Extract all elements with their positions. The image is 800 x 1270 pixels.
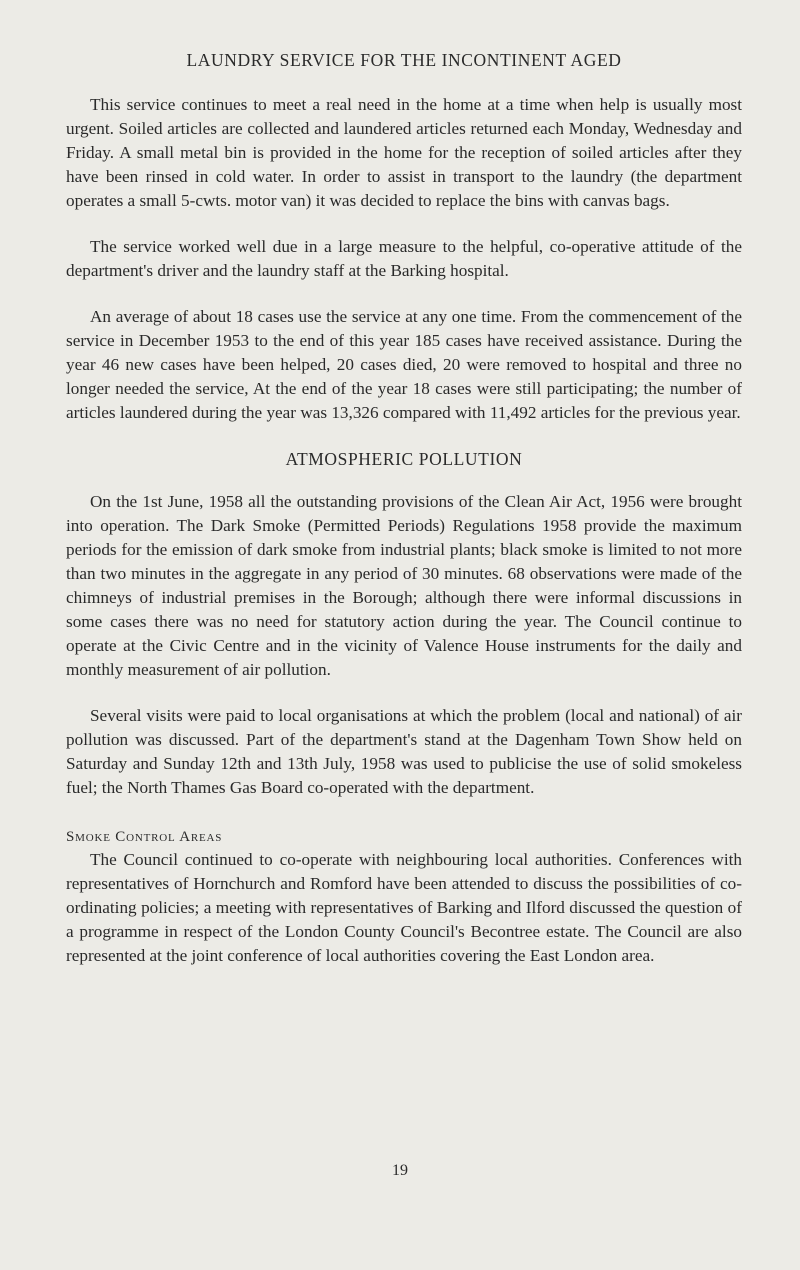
section-heading-pollution: ATMOSPHERIC POLLUTION xyxy=(285,449,523,469)
section-heading-laundry: LAUNDRY SERVICE FOR THE INCONTINENT AGED xyxy=(186,50,622,70)
paragraph-laundry-1: This service continues to meet a real need in the home at a time when help is usually most urgent. Soiled articles are collected and laundered articles returned each Monday, Wednesday and Friday. A small metal bin is provided in the home for the reception of soiled articles after they have been rinsed in cold water. In order to assist in transport to the laundry (the department operates a small 5-cwts. motor van) it was decided to replace the bins with canvas bags. xyxy=(66,95,742,210)
paragraph-pollution-2: Several visits were paid to local organisations at which the problem (local and national) of air pollution was discussed. Part of the department's stand at the Dagenham Town Show held on Saturday and Sunday 12th and 13th July, 1958 was used to publicise the use of solid smokeless fuel; the North Thames Gas Board co-operated with the department. xyxy=(66,706,742,797)
paragraph-laundry-2: The service worked well due in a large measure to the helpful, co-operative attitude of the department's driver and the laundry staff at the Barking hospital. xyxy=(66,237,742,280)
paragraph-smoke-1: The Council continued to co-operate with neighbouring local authorities. Conferences with representatives of Hornchurch and Romford have been attended to discuss the possibilities of co-ordinating policies; a meeting with representatives of Barking and Ilford discussed the question of a programme in respect of the London County Council's Becontree estate. The Council are also represented at the joint conference of local authorities covering the East London area. xyxy=(66,850,742,965)
page-number: 19 xyxy=(392,1162,408,1179)
document-page xyxy=(66,50,742,968)
paragraph-laundry-3: An average of about 18 cases use the service at any one time. From the commencement of the service in December 1953 to the end of this year 185 cases have received assistance. During the year 46 new cases have been helped, 20 cases died, 20 were removed to hospital and three no longer needed the service, At the end of the year 18 cases were still participating; the number of articles laundered during the year was 13,326 compared with 11,492 articles for the previous year. xyxy=(66,307,742,422)
subheading-smoke-control: Smoke Control Areas xyxy=(66,829,223,845)
paragraph-pollution-1: On the 1st June, 1958 all the outstanding provisions of the Clean Air Act, 1956 were brought into operation. The Dark Smoke (Permitted Periods) Regulations 1958 provide the maximum periods for the emission of dark smoke from industrial plants; black smoke is limited to not more than two minutes in the aggregate in any period of 30 minutes. 68 observations were made of the chimneys of industrial premises in the Borough; although there were informal discussions in some cases there was no need for statutory action during the year. The Council continue to operate at the Civic Centre and in the vicinity of Valence House instruments for the daily and monthly measurement of air pollution. xyxy=(66,492,742,679)
